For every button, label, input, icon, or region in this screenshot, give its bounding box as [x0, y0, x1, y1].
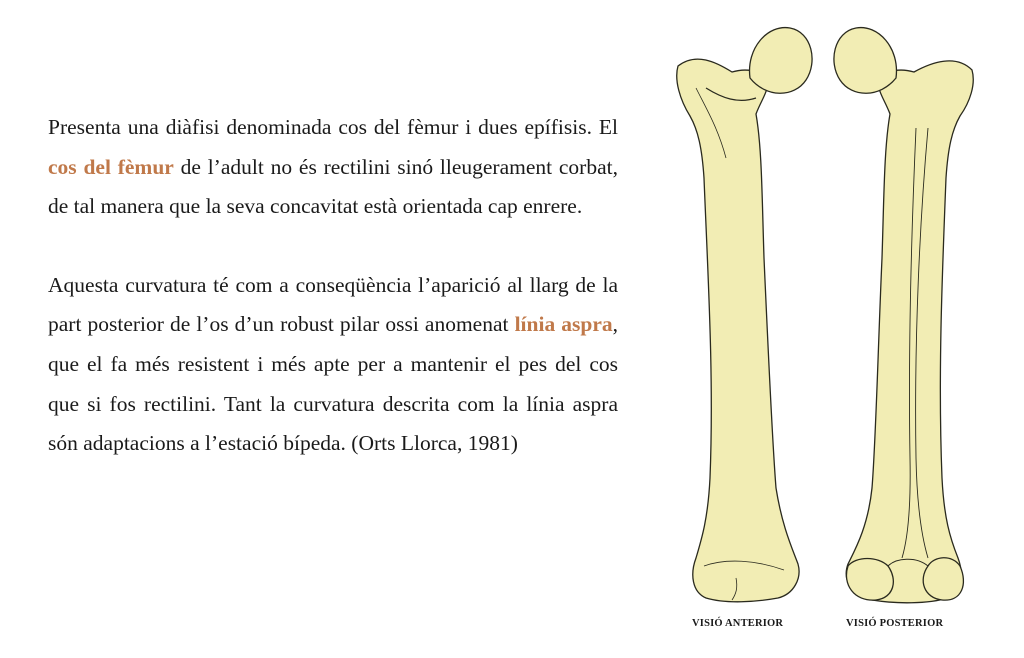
term-cos-del-femur: cos del fèmur — [48, 154, 174, 179]
femur-anterior-view — [677, 28, 812, 602]
femur-anterior-head — [750, 28, 813, 94]
paragraph-1-text-start: Presenta una diàfisi denominada cos del fèmur i dues epífisis. El — [48, 115, 618, 139]
femur-posterior-condyle-right — [923, 558, 963, 600]
femur-figure — [666, 18, 986, 658]
femur-posterior-view — [834, 28, 973, 603]
caption-anterior-view: VISIÓ ANTERIOR — [692, 618, 784, 629]
femur-illustration — [666, 18, 986, 618]
paragraph-1-text-end: de l’adult no és rectilini sinó lleugerament corbat, de tal manera que la seva concavitat està orientada cap enrere. — [48, 154, 618, 219]
femur-posterior-condyle-left — [846, 559, 893, 601]
paragraph-2-text-start: Aquesta curvatura té com a conseqüència l’aparició al llarg de la part posterior de l’os d’un robust pilar ossi anomenat — [48, 272, 618, 337]
term-linia-aspra: línia aspra — [514, 312, 613, 337]
text-column — [48, 108, 618, 464]
femur-anterior-outline — [677, 59, 799, 602]
femur-posterior-head — [834, 28, 897, 94]
paragraph-1 — [48, 108, 618, 227]
caption-posterior-view: VISIÓ POSTERIOR — [846, 618, 944, 629]
paragraph-2-text-end: , que el fa més resistent i més apte per a mantenir el pes del cos que si fos rectilini. Tant la curvatura descrita com la línia aspra són adaptacions a l’estació bípeda. (Orts Llorca, 1981) — [48, 312, 618, 456]
paragraph-2 — [48, 266, 618, 464]
